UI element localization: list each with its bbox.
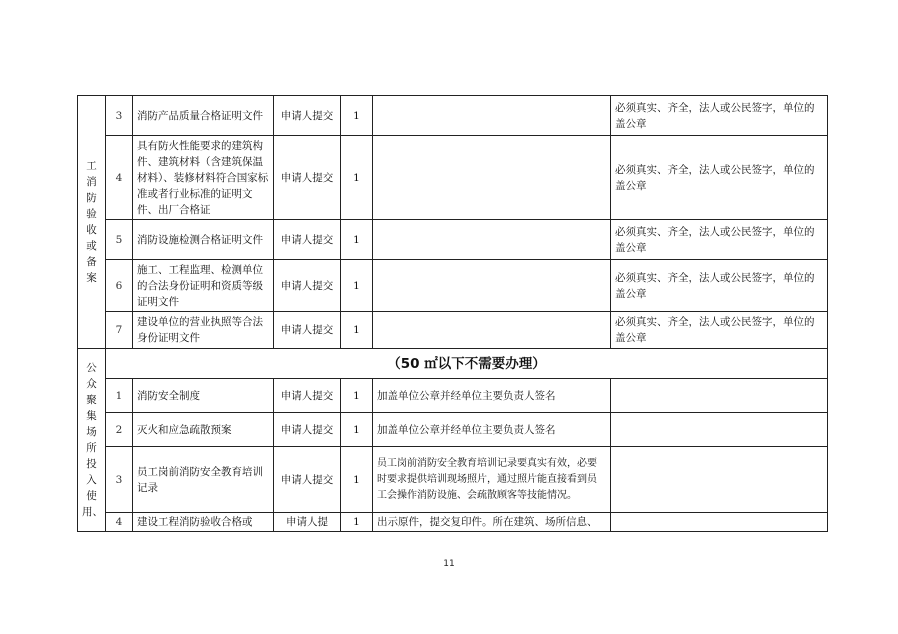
requirements-table [77, 95, 828, 532]
requirement-cell [611, 379, 828, 413]
row-number: 5 [106, 220, 133, 260]
submitter: 申请人提交 [274, 260, 341, 312]
material-name: 消防设施检测合格证明文件 [133, 220, 274, 260]
category-char: 收 [86, 224, 97, 236]
remark-cell [373, 220, 611, 260]
table-row [78, 136, 828, 220]
remark-cell [373, 136, 611, 220]
remark-cell: 出示原件，提交复印件。所在建筑、场所信息、 [373, 513, 611, 532]
category-char: 案 [86, 272, 97, 284]
material-name: 消防产品质量合格证明文件 [133, 96, 274, 136]
row-number: 6 [106, 260, 133, 312]
row-number: 4 [106, 136, 133, 220]
row-number: 3 [106, 96, 133, 136]
requirement-cell [611, 513, 828, 532]
requirement-cell: 必须真实、齐全，法人或公民签字，单位的盖公章 [611, 136, 828, 220]
copy-count: 1 [341, 513, 373, 532]
table-row [78, 513, 828, 532]
copy-count: 1 [341, 413, 373, 447]
row-number: 4 [106, 513, 133, 532]
remark-cell: 加盖单位公章并经单位主要负责人签名 [373, 379, 611, 413]
category-char: 聚 [86, 394, 97, 406]
table-row [78, 312, 828, 349]
remark-cell: 加盖单位公章并经单位主要负责人签名 [373, 413, 611, 447]
table-row [78, 349, 828, 379]
category-char: 或 [86, 240, 97, 252]
row-number: 7 [106, 312, 133, 349]
category-char: 众 [86, 378, 97, 390]
category-char: 集 [86, 410, 97, 422]
submitter: 申请人提交 [274, 379, 341, 413]
category-char: 防 [86, 192, 97, 204]
copy-count: 1 [341, 96, 373, 136]
table-row [78, 447, 828, 513]
submitter: 申请人提交 [274, 220, 341, 260]
page-number: 11 [443, 559, 455, 569]
category-char: 公 [86, 362, 97, 374]
material-name: 建设工程消防验收合格或 [133, 513, 274, 532]
category-char: 用、 [82, 506, 103, 518]
row-number: 2 [106, 413, 133, 447]
category-char: 验 [86, 208, 97, 220]
table-row [78, 96, 828, 136]
category-char: 工 [86, 160, 97, 172]
copy-count: 1 [341, 312, 373, 349]
requirement-cell [611, 447, 828, 513]
material-name: 具有防火性能要求的建筑构件、建筑材料（含建筑保温材料）、装修材料符合国家标准或者行业标准的证明文件、出厂合格证 [133, 136, 274, 220]
table-row [78, 220, 828, 260]
category-cell-public-gathering [78, 349, 106, 532]
copy-count: 1 [341, 220, 373, 260]
copy-count: 1 [341, 447, 373, 513]
submitter: 申请人提交 [274, 413, 341, 447]
submitter: 申请人提 [274, 513, 341, 532]
remark-cell [373, 96, 611, 136]
row-number: 3 [106, 447, 133, 513]
requirement-cell: 必须真实、齐全，法人或公民签字，单位的盖公章 [611, 96, 828, 136]
row-number: 1 [106, 379, 133, 413]
material-name: 消防安全制度 [133, 379, 274, 413]
material-name: 员工岗前消防安全教育培训记录 [133, 447, 274, 513]
category-cell-fire-acceptance [78, 96, 106, 349]
category-char: 所 [86, 442, 97, 454]
table-row [78, 260, 828, 312]
copy-count: 1 [341, 136, 373, 220]
material-name: 建设单位的营业执照等合法身份证明文件 [133, 312, 274, 349]
category-char: 使 [86, 490, 97, 502]
submitter: 申请人提交 [274, 96, 341, 136]
material-name: 施工、工程监理、检测单位的合法身份证明和资质等级证明文件 [133, 260, 274, 312]
section-notice: （50 ㎡以下不需要办理） [106, 349, 828, 379]
category-char: 入 [86, 474, 97, 486]
copy-count: 1 [341, 379, 373, 413]
submitter: 申请人提交 [274, 312, 341, 349]
remark-cell [373, 312, 611, 349]
table-row [78, 379, 828, 413]
category-char: 备 [86, 256, 97, 268]
requirement-cell [611, 413, 828, 447]
copy-count: 1 [341, 260, 373, 312]
table-row [78, 413, 828, 447]
requirement-cell: 必须真实、齐全，法人或公民签字，单位的盖公章 [611, 312, 828, 349]
category-char: 投 [86, 458, 97, 470]
requirement-cell: 必须真实、齐全，法人或公民签字，单位的盖公章 [611, 260, 828, 312]
category-char: 消 [86, 176, 97, 188]
remark-cell: 员工岗前消防安全教育培训记录要真实有效，必要时要求提供培训现场照片，通过照片能直接看到员工会操作消防设施、会疏散顾客等技能情况。 [373, 447, 611, 513]
material-name: 灭火和应急疏散预案 [133, 413, 274, 447]
remark-cell [373, 260, 611, 312]
submitter: 申请人提交 [274, 447, 341, 513]
submitter: 申请人提交 [274, 136, 341, 220]
requirement-cell: 必须真实、齐全，法人或公民签字，单位的盖公章 [611, 220, 828, 260]
category-char: 场 [86, 426, 97, 438]
